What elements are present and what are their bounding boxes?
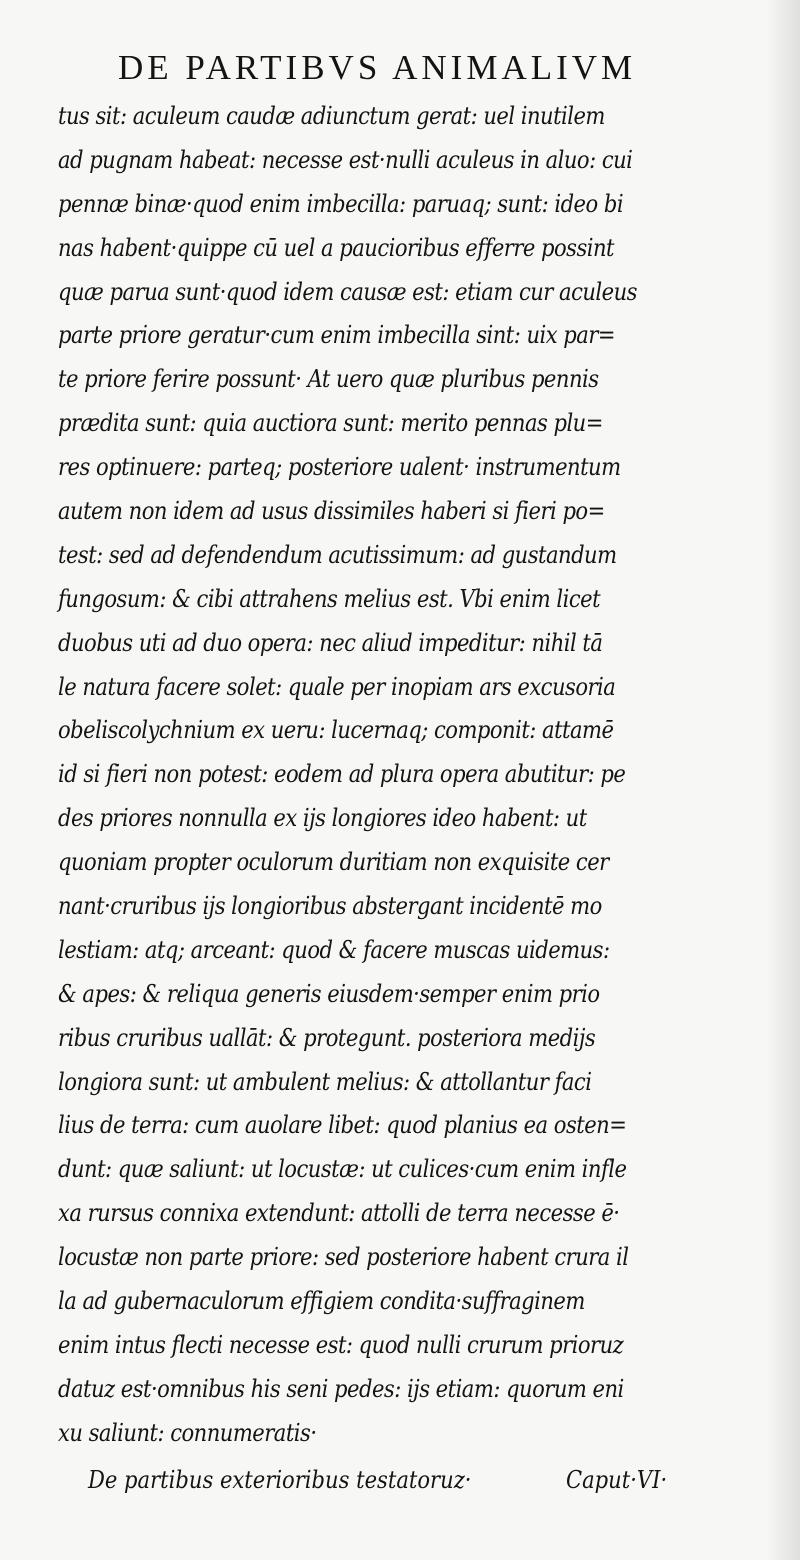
text-line: enim intus flecti necesse est: quod nulli crurum prioruz — [58, 1329, 624, 1359]
chapter-number: Caput·VI· — [566, 1465, 668, 1494]
text-line: prædita sunt: quia auctiora sunt: merito pennas plu= — [58, 408, 603, 438]
text-line: des priores nonnulla ex ijs longiores ideo habent: ut — [58, 803, 587, 833]
text-line: locustæ non parte priore: sed posteriore habent crura il — [58, 1242, 629, 1272]
text-line: lius de terra: cum auolare libet: quod planius ea osten= — [58, 1110, 627, 1140]
text-line: la ad gubernaculorum effigiem condita·suffraginem — [58, 1286, 585, 1316]
chapter-title: De partibus exterioribus testatoruz· — [88, 1465, 472, 1494]
text-line: quæ parua sunt·quod idem causæ est: etiam cur aculeus — [58, 276, 637, 306]
text-line: fungosum: & cibi attrahens melius est. Vbi enim licet — [58, 583, 601, 613]
body-text — [58, 94, 748, 1455]
text-line: pennæ binæ·quod enim imbecilla: paruaq; sunt: ideo bi — [58, 188, 624, 218]
text-line: duobus uti ad duo opera: nec aliud impeditur: nihil tā — [58, 627, 603, 657]
text-line: & apes: & reliqua generis eiusdem·semper enim prio — [58, 978, 600, 1008]
text-line: xa rursus connixa extendunt: attolli de terra necesse ē· — [58, 1198, 620, 1228]
page-edge-shadow — [766, 0, 800, 1560]
text-line: lestiam: atq; arceant: quod & facere muscas uidemus: — [58, 934, 610, 964]
text-line: autem non idem ad usus dissimiles haberi si fieri po= — [58, 496, 605, 526]
text-line: dunt: quæ saliunt: ut locustæ: ut culices·cum enim infle — [58, 1154, 627, 1184]
text-line: parte priore geratur·cum enim imbecilla sint: uix par= — [58, 320, 616, 350]
text-line: le natura facere solet: quale per inopiam ars excusoria — [58, 671, 616, 701]
text-line: ad pugnam habeat: necesse est·nulli aculeus in aluo: cui — [58, 144, 633, 174]
text-line: te priore ferire possunt· At uero quæ pluribus pennis — [58, 364, 599, 394]
chapter-heading — [88, 1460, 748, 1500]
text-line: res optinuere: parteq; posteriore ualent· instrumentum — [58, 452, 621, 482]
text-line: longiora sunt: ut ambulent melius: & attollantur faci — [58, 1066, 592, 1096]
text-line: nant·cruribus ijs longioribus abstergant incidentē mo — [58, 891, 602, 921]
text-line: xu saliunt: connumeratis· — [58, 1417, 317, 1447]
text-line: quoniam propter oculorum duritiam non exquisite cer — [58, 847, 609, 877]
text-line: tus sit: aculeum caudæ adiunctum gerat: uel inutilem — [58, 101, 605, 130]
text-line: datuz est·omnibus his seni pedes: ijs etiam: quorum eni — [58, 1373, 624, 1403]
text-line: obeliscolychnium ex ueru: lucernaq; componit: attamē — [58, 715, 614, 745]
text-line: test: sed ad defendendum acutissimum: ad gustandum — [58, 539, 617, 569]
text-line: nas habent·quippe cū uel a paucioribus efferre possint — [58, 232, 614, 262]
running-head: DE PARTIBVS ANIMALIVM — [118, 48, 637, 87]
text-line: id si fieri non potest: eodem ad plura opera abutitur: pe — [58, 759, 626, 789]
text-line: ribus cruribus uallāt: & protegunt. posteriora medijs — [58, 1022, 596, 1052]
